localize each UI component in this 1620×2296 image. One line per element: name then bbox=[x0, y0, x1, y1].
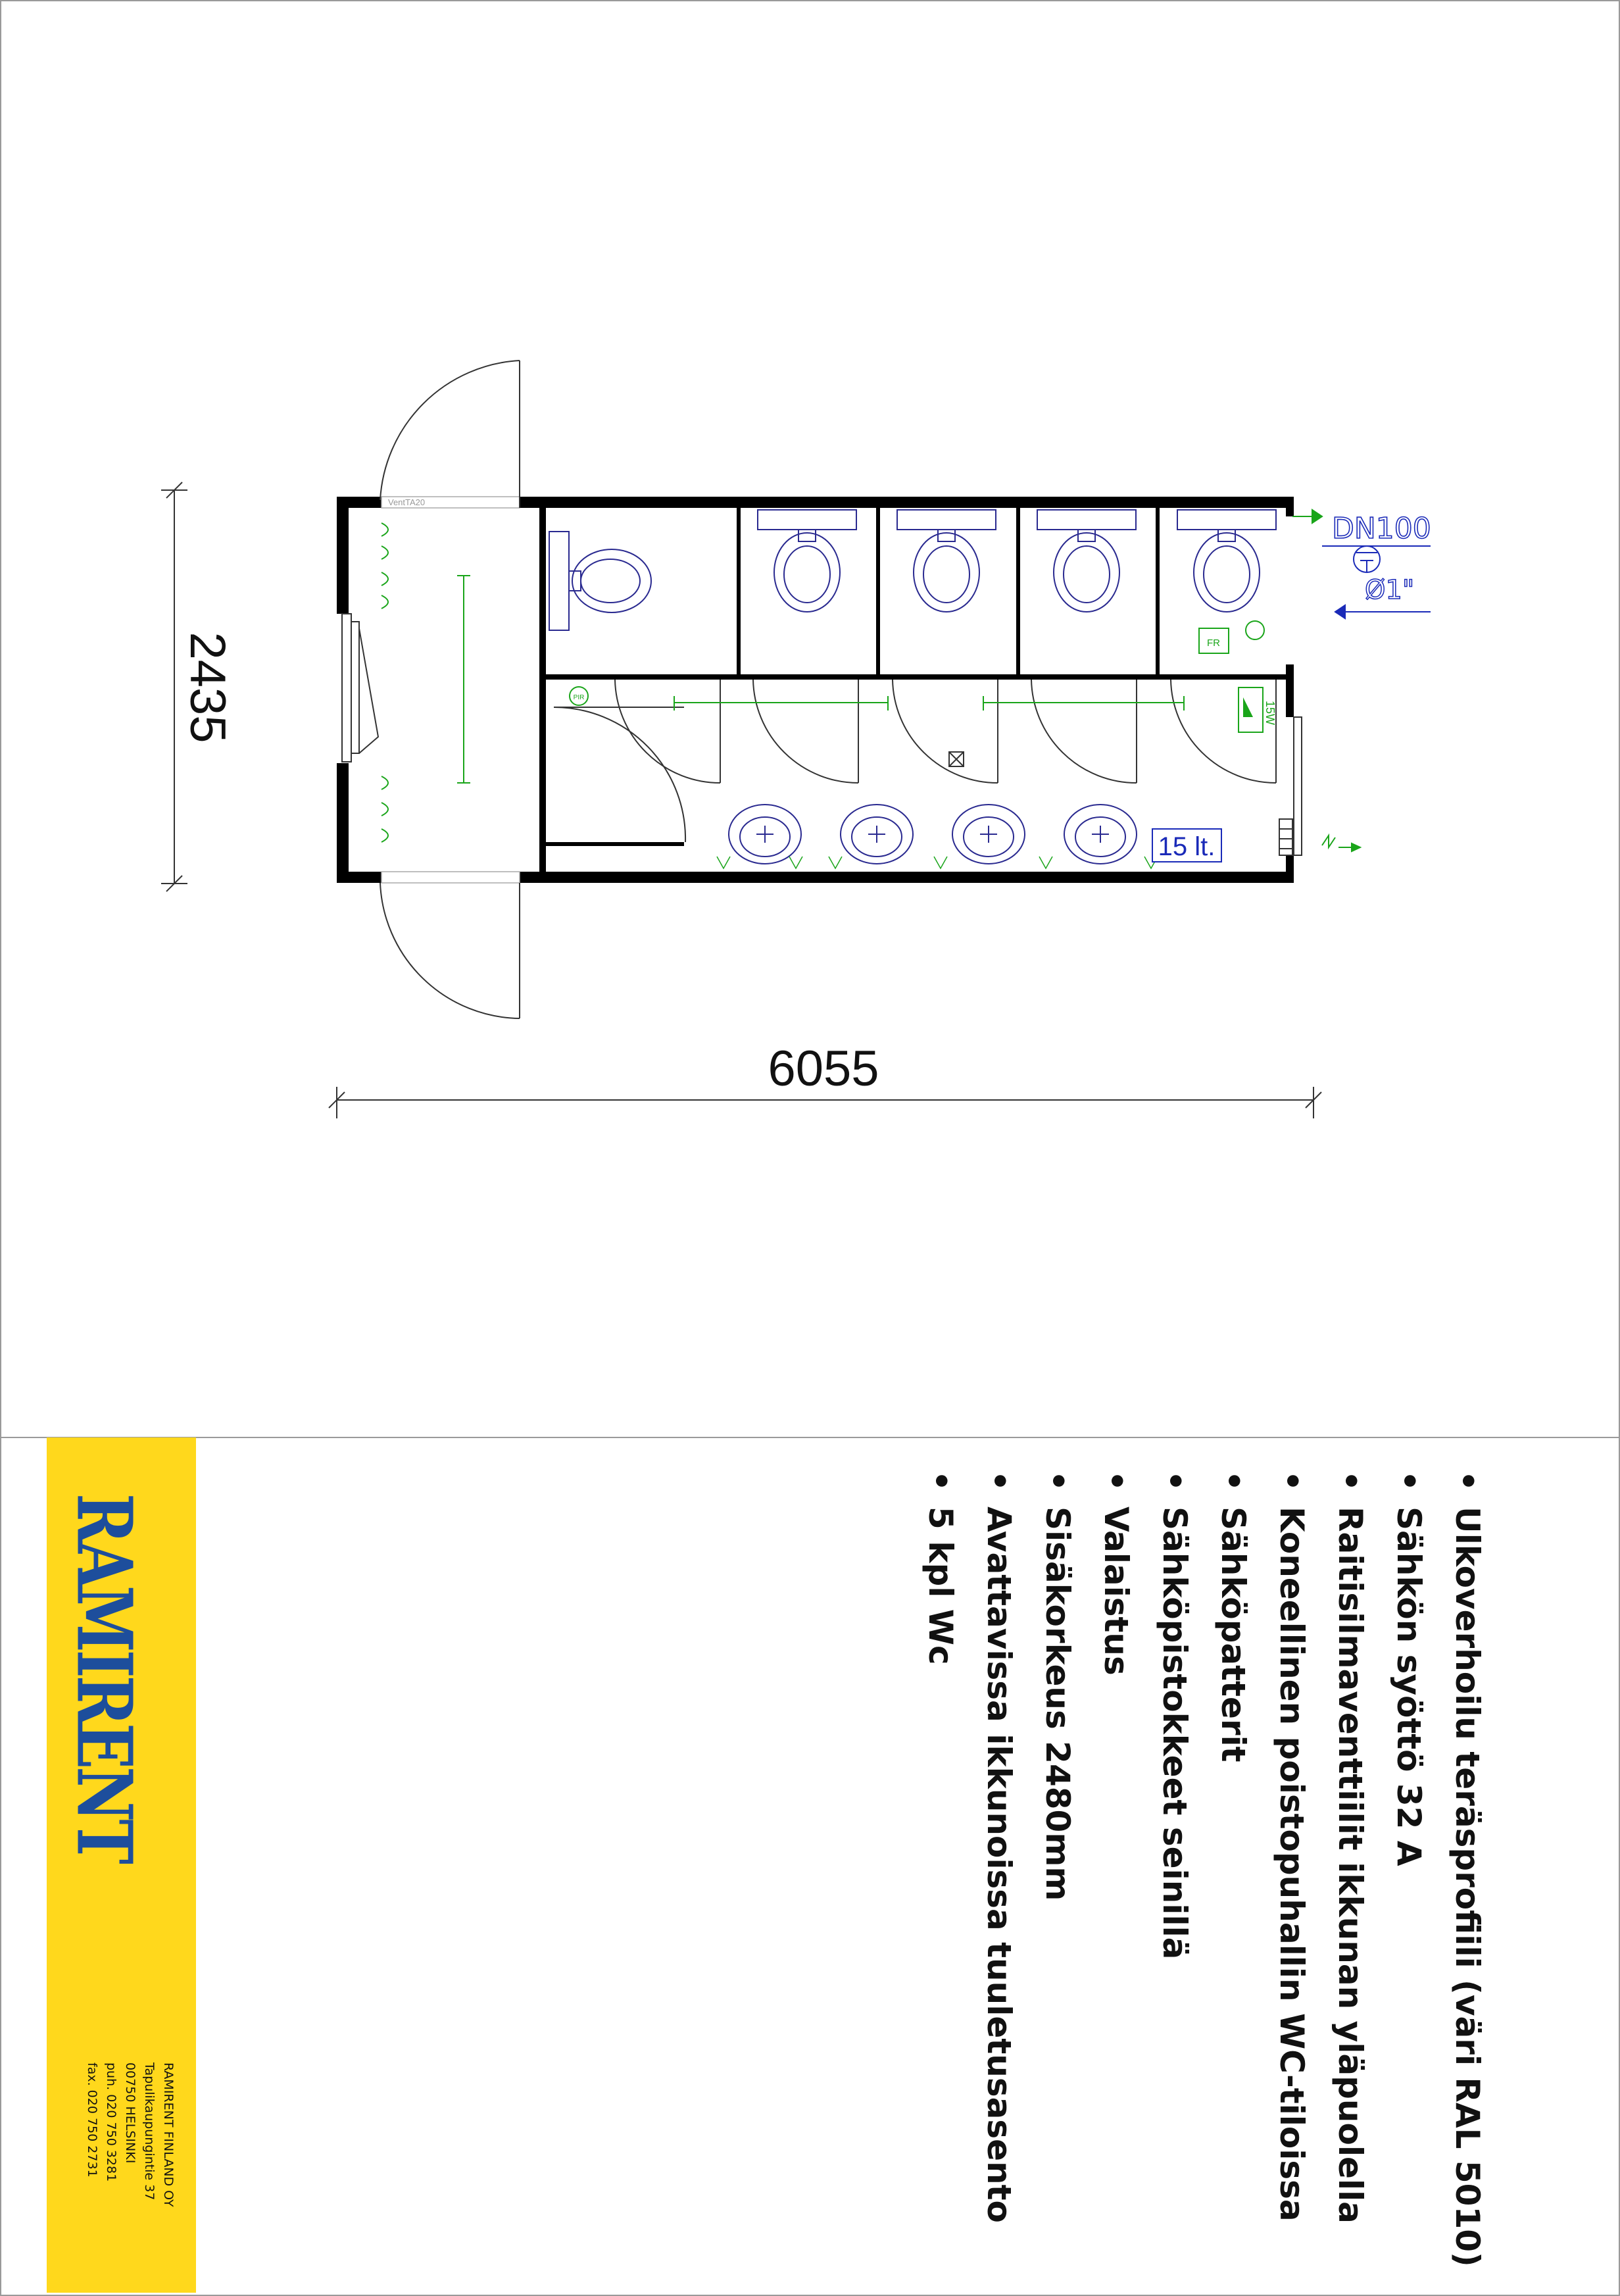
entrance-fixture-label: VentTA20 bbox=[388, 497, 426, 507]
company-fax: fax. 020 750 2731 bbox=[85, 2062, 99, 2178]
coat-hooks bbox=[381, 523, 388, 842]
entrance-door-openings bbox=[381, 497, 520, 883]
features-list-item: • Avattavissa ikkunoissa tuuletusasento bbox=[970, 1470, 1028, 2267]
features-list-item: • Sähkön syöttö 32 A bbox=[1379, 1470, 1438, 2267]
entrance-window bbox=[342, 614, 378, 762]
washbasin-1 bbox=[729, 805, 801, 864]
motion-sensor-label: PIR bbox=[573, 694, 585, 701]
power-connection bbox=[1322, 836, 1360, 851]
drain-label: DN100 bbox=[1332, 512, 1431, 545]
features-list-item: • Sisäkorkeus 2480mm bbox=[1028, 1470, 1087, 2267]
features-list-item: • 5 kpl Wc bbox=[911, 1470, 970, 2267]
washbasin-2 bbox=[841, 805, 913, 864]
toilet-5 bbox=[1177, 510, 1276, 612]
floor-drain bbox=[949, 752, 964, 766]
toilet-3 bbox=[897, 510, 996, 612]
corridor-lights bbox=[674, 696, 1184, 711]
features-list-item: • Valaistus bbox=[1087, 1470, 1145, 2267]
width-dimension-label: 6055 bbox=[768, 1041, 879, 1097]
exterior-walls bbox=[337, 497, 1294, 883]
toilet-2 bbox=[758, 510, 856, 612]
toilet-1 bbox=[549, 532, 651, 630]
exhaust-fan-label: 15W bbox=[1264, 701, 1277, 726]
entrance-door-top bbox=[380, 361, 520, 508]
features-list-item: • Ulkoverhoilu teräsprofiili (väri RAL 5010) bbox=[1438, 1470, 1496, 2267]
features-list-item: • Sähköpistokkeet seinillä bbox=[1145, 1470, 1204, 2267]
cubicle-doors bbox=[615, 680, 1276, 783]
company-city: 00750 HELSINKI bbox=[123, 2062, 137, 2164]
features-list-item: • Koneellinen poistopuhallin WC-tiloissa bbox=[1262, 1470, 1321, 2267]
entrance-light bbox=[457, 576, 470, 783]
cubicle-heater-label: FR bbox=[1207, 637, 1220, 649]
washbasin-3 bbox=[952, 805, 1025, 864]
cubicle-thermostat bbox=[1246, 621, 1264, 639]
entrance-door-bottom bbox=[380, 883, 520, 1018]
company-street: Tapulikaupungintie 37 bbox=[142, 2062, 157, 2201]
end-window bbox=[1279, 717, 1302, 855]
vestibule-door bbox=[554, 707, 685, 842]
company-phone: puh. 020 750 3281 bbox=[104, 2062, 118, 2182]
company-address bbox=[82, 2062, 178, 2207]
features-list-item: • Sähköpatterit bbox=[1204, 1470, 1262, 2267]
exhaust-fan-symbol bbox=[1243, 697, 1253, 717]
water-pipe-label: Ø1" bbox=[1365, 575, 1415, 605]
water-heater-label: 15 lt. bbox=[1158, 832, 1215, 861]
toilet-4 bbox=[1037, 510, 1136, 612]
interior-walls bbox=[539, 497, 1292, 883]
exhaust-fan bbox=[1239, 687, 1263, 732]
washbasin-4 bbox=[1064, 805, 1137, 864]
company-logo: RAMIRENT bbox=[60, 1493, 149, 1862]
features-list bbox=[911, 1470, 1496, 2267]
height-dimension-label: 2435 bbox=[180, 632, 235, 743]
company-name: RAMIRENT FINLAND OY bbox=[161, 2062, 176, 2207]
features-list-item: • Raitisilmaventtiilit ikkunan yläpuolella bbox=[1321, 1470, 1379, 2267]
drain-connection bbox=[1292, 510, 1322, 523]
